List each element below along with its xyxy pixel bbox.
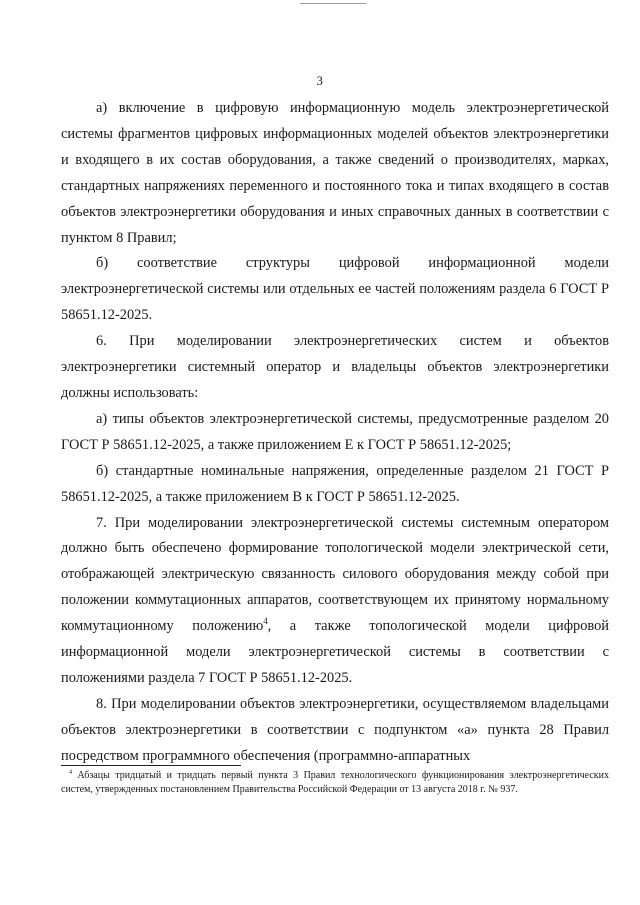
- paragraph-8: 8. При моделировании объектов электроэнергетики, осуществляемом владельцами объектов электроэнергетики в соответствии с подпунктом «а» пункта 28 Правил посредством программного обеспечения (программно-аппаратных: [61, 695, 609, 764]
- paragraph-6: 6. При моделировании электроэнергетических систем и объектов электроэнергетики системный оператор и владельцы объектов электроэнергетики должны использовать:: [61, 333, 609, 401]
- paragraph-7-text-start: 7. При моделировании электроэнергетической системы системным оператором должно быть обеспечено формирование топологической модели электрической сети, отображающей электрическую связанность силового оборудования между собой при положении коммутационных аппаратов, соответствующем их принятому нормальному коммутационному положению: [61, 514, 609, 635]
- footnote: [61, 769, 609, 797]
- footnote-reference: 4: [263, 616, 268, 627]
- paragraph-6-item-a: а) типы объектов электроэнергетической системы, предусмотренные разделом 20 ГОСТ Р 58651.12-2025, а также приложением Е к ГОСТ Р 58651.12-2025;: [61, 410, 609, 453]
- page-number: 3: [316, 74, 324, 88]
- paragraph-6-item-b: б) стандартные номинальные напряжения, определенные разделом 21 ГОСТ Р 58651.12-2025, а также приложением В к ГОСТ Р 58651.12-2025.: [61, 462, 609, 505]
- top-edge-rule: [300, 3, 366, 4]
- footnote-separator: [61, 765, 241, 766]
- document-body: [61, 96, 609, 770]
- paragraph-item-b-conformity: б) соответствие структуры цифровой информационной модели электроэнергетической системы или отдельных ее частей положениям раздела 6 ГОСТ Р 58651.12-2025.: [61, 255, 609, 324]
- footnote-text: Абзацы тридцатый и тридцать первый пункта 3 Правил технологического функционирования электроэнергетических систем, утвержденных постановлением Правительства Российской Федерации от 13 августа 2018 г. № 937.: [61, 770, 609, 795]
- paragraph-7: [61, 511, 609, 692]
- footnote-mark: 4: [69, 768, 73, 776]
- paragraph-item-a-inclusion: а) включение в цифровую информационную модель электроэнергетической системы фрагментов цифровых информационных моделей объектов электроэнергетики и входящего в их состав оборудования, а также сведений о производителях, марках, стандартных напряжениях переменного и постоянного тока и типах входящего в состав объектов электроэнергетики оборудования и иных справочных данных в соответствии с пунктом 8 Правил;: [61, 100, 609, 246]
- paragraph-7-text-end: , а также топологической модели цифровой информационной модели электроэнергетической системы в соответствии с положениями раздела 7 ГОСТ Р 58651.12-2025.: [61, 618, 610, 686]
